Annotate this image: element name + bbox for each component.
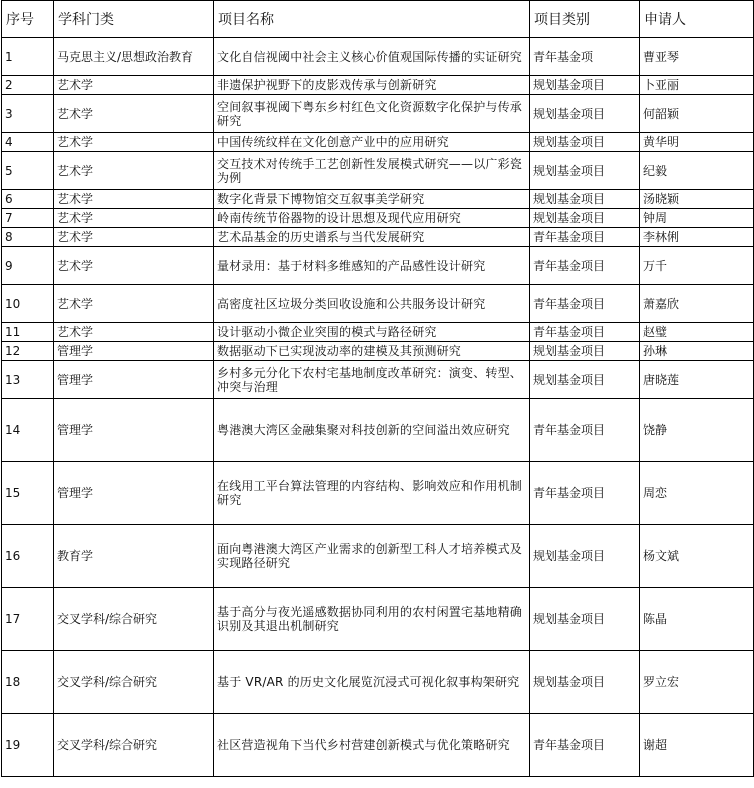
cell-no: 7 [2, 209, 54, 228]
cell-applicant: 黄华明 [640, 133, 754, 152]
table-row [2, 462, 754, 525]
cell-field: 艺术学 [54, 285, 214, 323]
cell-title: 设计驱动小微企业突围的模式与路径研究 [214, 323, 530, 342]
cell-field: 艺术学 [54, 247, 214, 285]
cell-title: 在线用工平台算法管理的内容结构、影响效应和作用机制研究 [214, 462, 530, 525]
cell-field: 艺术学 [54, 133, 214, 152]
header-row [2, 1, 754, 38]
cell-no: 8 [2, 228, 54, 247]
cell-applicant: 唐晓莲 [640, 361, 754, 399]
cell-title: 数字化背景下博物馆交互叙事美学研究 [214, 190, 530, 209]
table-row [2, 285, 754, 323]
cell-title: 高密度社区垃圾分类回收设施和公共服务设计研究 [214, 285, 530, 323]
cell-category: 规划基金项目 [530, 95, 640, 133]
cell-title: 面向粤港澳大湾区产业需求的创新型工科人才培养模式及实现路径研究 [214, 525, 530, 588]
cell-applicant: 纪毅 [640, 152, 754, 190]
cell-category: 青年基金项目 [530, 228, 640, 247]
cell-no: 15 [2, 462, 54, 525]
cell-category: 青年基金项目 [530, 323, 640, 342]
cell-field: 艺术学 [54, 152, 214, 190]
table-row [2, 651, 754, 714]
cell-field: 教育学 [54, 525, 214, 588]
header-category: 项目类别 [530, 1, 640, 38]
cell-category: 青年基金项目 [530, 247, 640, 285]
cell-applicant: 钟周 [640, 209, 754, 228]
table-row [2, 228, 754, 247]
cell-category: 规划基金项目 [530, 342, 640, 361]
cell-title: 空间叙事视阈下粤东乡村红色文化资源数字化保护与传承研究 [214, 95, 530, 133]
cell-no: 11 [2, 323, 54, 342]
cell-field: 马克思主义/思想政治教育 [54, 38, 214, 76]
cell-no: 9 [2, 247, 54, 285]
cell-no: 12 [2, 342, 54, 361]
cell-applicant: 罗立宏 [640, 651, 754, 714]
cell-title: 社区营造视角下当代乡村营建创新模式与优化策略研究 [214, 714, 530, 777]
cell-title: 文化自信视阈中社会主义核心价值观国际传播的实证研究 [214, 38, 530, 76]
cell-field: 管理学 [54, 462, 214, 525]
cell-category: 青年基金项目 [530, 285, 640, 323]
cell-no: 1 [2, 38, 54, 76]
cell-field: 艺术学 [54, 323, 214, 342]
cell-category: 青年基金项目 [530, 714, 640, 777]
cell-field: 管理学 [54, 361, 214, 399]
cell-title: 交互技术对传统手工艺创新性发展模式研究——以广彩瓷为例 [214, 152, 530, 190]
cell-no: 17 [2, 588, 54, 651]
cell-field: 管理学 [54, 342, 214, 361]
cell-applicant: 汤晓颖 [640, 190, 754, 209]
cell-field: 艺术学 [54, 190, 214, 209]
cell-applicant: 谢超 [640, 714, 754, 777]
cell-title: 艺术品基金的历史谱系与当代发展研究 [214, 228, 530, 247]
cell-no: 18 [2, 651, 54, 714]
table-row [2, 247, 754, 285]
cell-applicant: 曹亚琴 [640, 38, 754, 76]
table-row [2, 209, 754, 228]
table-row [2, 342, 754, 361]
table-row [2, 152, 754, 190]
cell-applicant: 杨文斌 [640, 525, 754, 588]
header-title: 项目名称 [214, 1, 530, 38]
table-row [2, 588, 754, 651]
cell-applicant: 孙琳 [640, 342, 754, 361]
cell-field: 艺术学 [54, 228, 214, 247]
cell-title: 基于高分与夜光遥感数据协同利用的农村闲置宅基地精确识别及其退出机制研究 [214, 588, 530, 651]
cell-category: 规划基金项目 [530, 588, 640, 651]
cell-category: 青年基金项目 [530, 399, 640, 462]
cell-title: 乡村多元分化下农村宅基地制度改革研究：演变、转型、冲突与治理 [214, 361, 530, 399]
cell-no: 6 [2, 190, 54, 209]
cell-category: 青年基金项 [530, 38, 640, 76]
table-row [2, 190, 754, 209]
table-row [2, 38, 754, 76]
cell-applicant: 萧嘉欣 [640, 285, 754, 323]
cell-no: 2 [2, 76, 54, 95]
table-row [2, 95, 754, 133]
cell-field: 艺术学 [54, 76, 214, 95]
cell-field: 艺术学 [54, 95, 214, 133]
cell-applicant: 赵璧 [640, 323, 754, 342]
cell-category: 规划基金项目 [530, 209, 640, 228]
cell-category: 规划基金项目 [530, 133, 640, 152]
cell-field: 艺术学 [54, 209, 214, 228]
cell-applicant: 陈晶 [640, 588, 754, 651]
cell-no: 16 [2, 525, 54, 588]
cell-title: 粤港澳大湾区金融集聚对科技创新的空间溢出效应研究 [214, 399, 530, 462]
cell-applicant: 饶静 [640, 399, 754, 462]
cell-applicant: 何韶颖 [640, 95, 754, 133]
header-field: 学科门类 [54, 1, 214, 38]
cell-applicant: 李林俐 [640, 228, 754, 247]
cell-no: 10 [2, 285, 54, 323]
cell-title: 岭南传统节俗器物的设计思想及现代应用研究 [214, 209, 530, 228]
table-row [2, 76, 754, 95]
cell-title: 量材录用：基于材料多维感知的产品感性设计研究 [214, 247, 530, 285]
cell-category: 规划基金项目 [530, 76, 640, 95]
table-row [2, 361, 754, 399]
cell-applicant: 万千 [640, 247, 754, 285]
cell-field: 管理学 [54, 399, 214, 462]
cell-no: 5 [2, 152, 54, 190]
cell-category: 青年基金项目 [530, 462, 640, 525]
cell-category: 规划基金项目 [530, 152, 640, 190]
header-applicant: 申请人 [640, 1, 754, 38]
cell-no: 19 [2, 714, 54, 777]
table-row [2, 323, 754, 342]
project-table [1, 0, 754, 777]
cell-category: 规划基金项目 [530, 190, 640, 209]
cell-category: 规划基金项目 [530, 525, 640, 588]
cell-field: 交叉学科/综合研究 [54, 714, 214, 777]
table-row [2, 525, 754, 588]
cell-no: 13 [2, 361, 54, 399]
cell-no: 14 [2, 399, 54, 462]
cell-title: 基于 VR/AR 的历史文化展览沉浸式可视化叙事构架研究 [214, 651, 530, 714]
cell-applicant: 周恋 [640, 462, 754, 525]
cell-title: 中国传统纹样在文化创意产业中的应用研究 [214, 133, 530, 152]
cell-applicant: 卜亚丽 [640, 76, 754, 95]
table-row [2, 399, 754, 462]
cell-no: 3 [2, 95, 54, 133]
cell-category: 规划基金项目 [530, 361, 640, 399]
cell-title: 数据驱动下已实现波动率的建模及其预测研究 [214, 342, 530, 361]
cell-title: 非遗保护视野下的皮影戏传承与创新研究 [214, 76, 530, 95]
cell-field: 交叉学科/综合研究 [54, 651, 214, 714]
cell-no: 4 [2, 133, 54, 152]
header-no: 序号 [2, 1, 54, 38]
cell-field: 交叉学科/综合研究 [54, 588, 214, 651]
table-row [2, 714, 754, 777]
table-row [2, 133, 754, 152]
cell-category: 规划基金项目 [530, 651, 640, 714]
